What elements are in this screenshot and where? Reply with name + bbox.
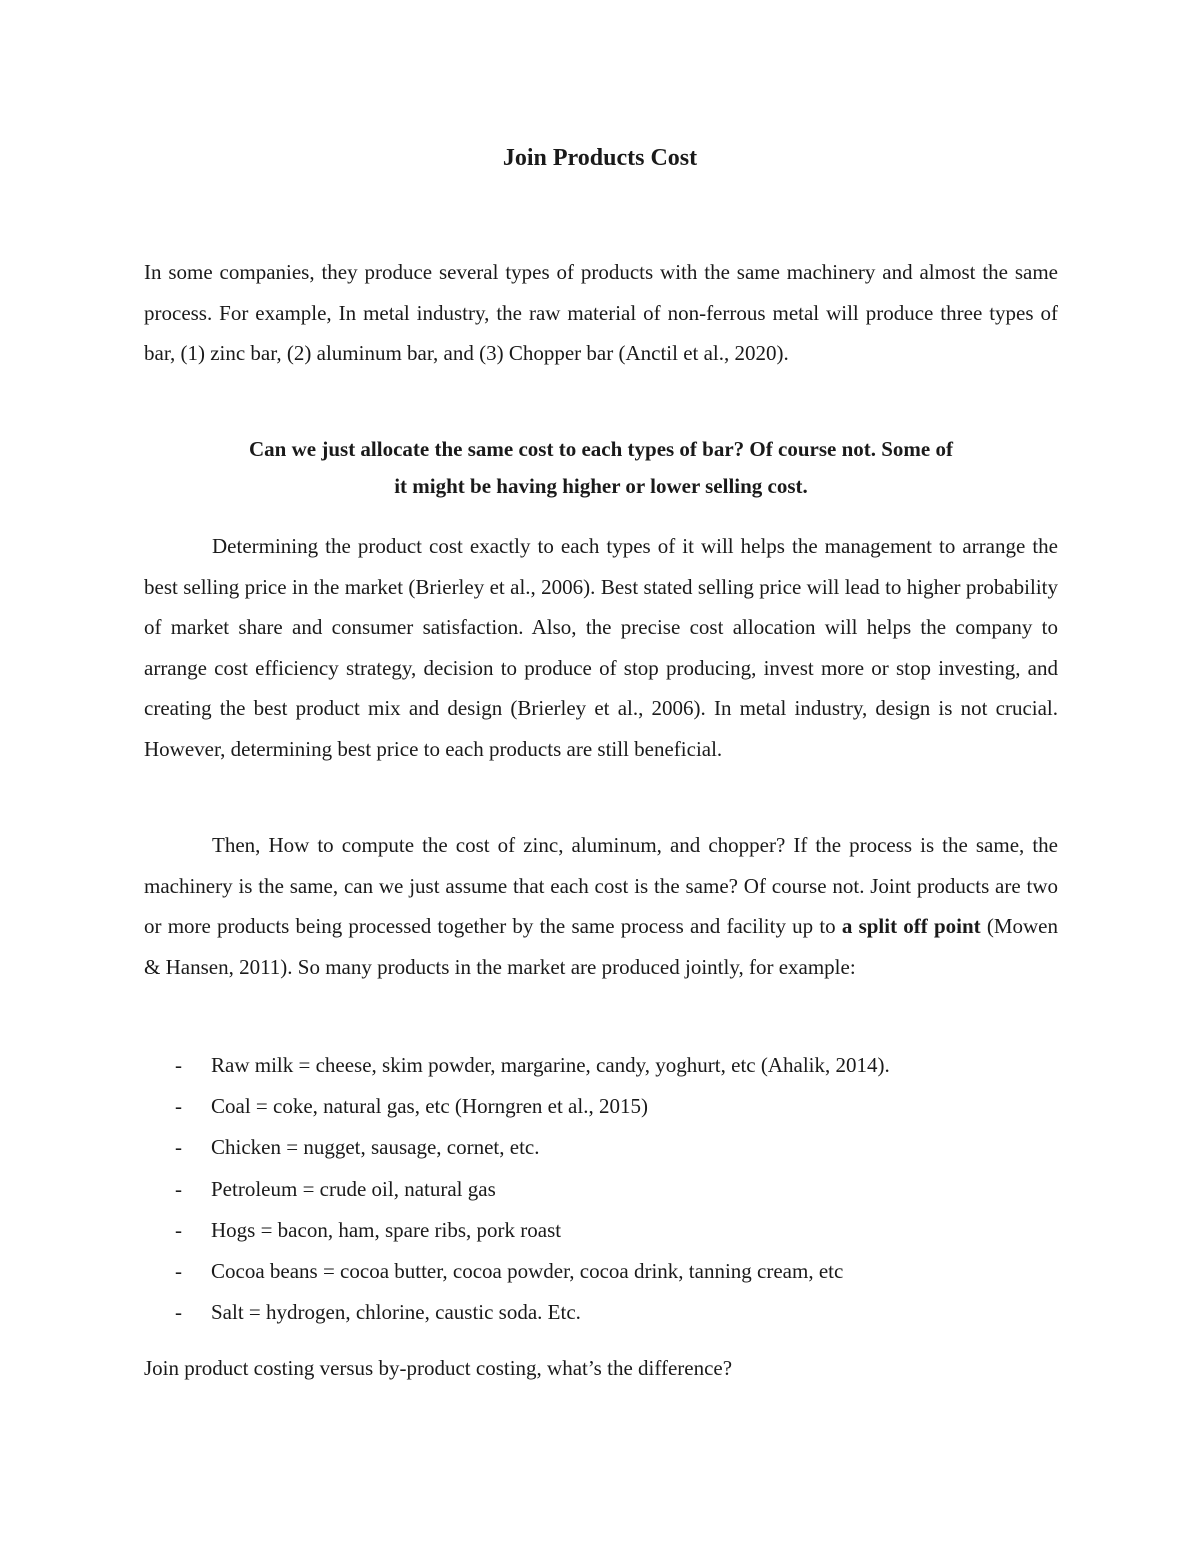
intro-paragraph: In some companies, they produce several types of products with the same machinery and almost the same process. For example, In metal industry, the raw material of non-ferrous metal will produce three types of bar, (1) zinc bar, (2) aluminum bar, and (3) Chopper bar (Anctil et al., 2020). xyxy=(144,260,1058,366)
split-off-point-term: a split off point xyxy=(841,914,981,939)
callout-line-2: it might be having higher or lower selling cost. xyxy=(394,474,808,498)
bullet-dash: - xyxy=(175,1176,182,1201)
bullet-dash: - xyxy=(175,1094,182,1119)
cost-determination-paragraph: Determining the product cost exactly to each types of it will helps the management to arrange the best selling price in the market (Brierley et al., 2006). Best stated selling price will lead to higher probability of market share and consumer satisfaction. Also, the precise cost allocation will helps the company to arrange cost efficiency strategy, decision to produce of stop producing, invest more or stop investing, and creating the best product mix and design (Brierley et al., 2006). In metal industry, design is not crucial. However, determining best price to each products are still beneficial. xyxy=(144,534,1058,761)
list-item xyxy=(144,1045,1058,1086)
list-item xyxy=(144,1210,1058,1251)
joint-products-text-end: (Mowen & Hansen, 2011). So many products in the market are produced jointly, for example: xyxy=(144,914,1059,979)
list-item-text: Salt = hydrogen, chlorine, caustic soda. Etc. xyxy=(211,1300,581,1325)
list-item-text: Chicken = nugget, sausage, cornet, etc. xyxy=(211,1135,540,1160)
bullet-dash: - xyxy=(175,1053,182,1077)
list-item xyxy=(144,1251,1058,1292)
document-title: Join Products Cost xyxy=(502,145,698,171)
list-item-text: Raw milk = cheese, skim powder, margarine, candy, yoghurt, etc (Ahalik, 2014). xyxy=(211,1053,890,1077)
callout-line-1: Can we just allocate the same cost to each types of bar? Of course not. Some of xyxy=(249,437,953,461)
bullet-dash: - xyxy=(175,1300,182,1325)
list-item-text: Cocoa beans = cocoa butter, cocoa powder, cocoa drink, tanning cream, etc xyxy=(211,1258,844,1283)
bullet-dash: - xyxy=(175,1135,182,1160)
joint-products-paragraph xyxy=(144,825,1058,987)
list-item-text: Coal = coke, natural gas, etc (Horngren et al., 2015) xyxy=(211,1094,648,1119)
list-item-text: Petroleum = crude oil, natural gas xyxy=(211,1176,496,1201)
joint-products-examples-list xyxy=(144,1045,1058,1333)
list-item-text: Hogs = bacon, ham, spare ribs, pork roast xyxy=(211,1217,562,1242)
bullet-dash: - xyxy=(175,1258,182,1283)
joint-products-text-start: Then, How to compute the cost of zinc, aluminum, and chopper? If the process is the same, the machinery is the same, can we just assume that each cost is the same? Of course not. Joint products are two or more products being processed together by the same process and facility up to xyxy=(144,833,1058,939)
closing-question: Join product costing versus by-product costing, what’s the difference? xyxy=(144,1356,733,1380)
list-item xyxy=(144,1086,1058,1127)
list-item xyxy=(144,1169,1058,1210)
bold-question-callout xyxy=(144,431,1058,505)
list-item xyxy=(144,1127,1058,1168)
bullet-dash: - xyxy=(175,1217,182,1242)
list-item xyxy=(144,1292,1058,1333)
